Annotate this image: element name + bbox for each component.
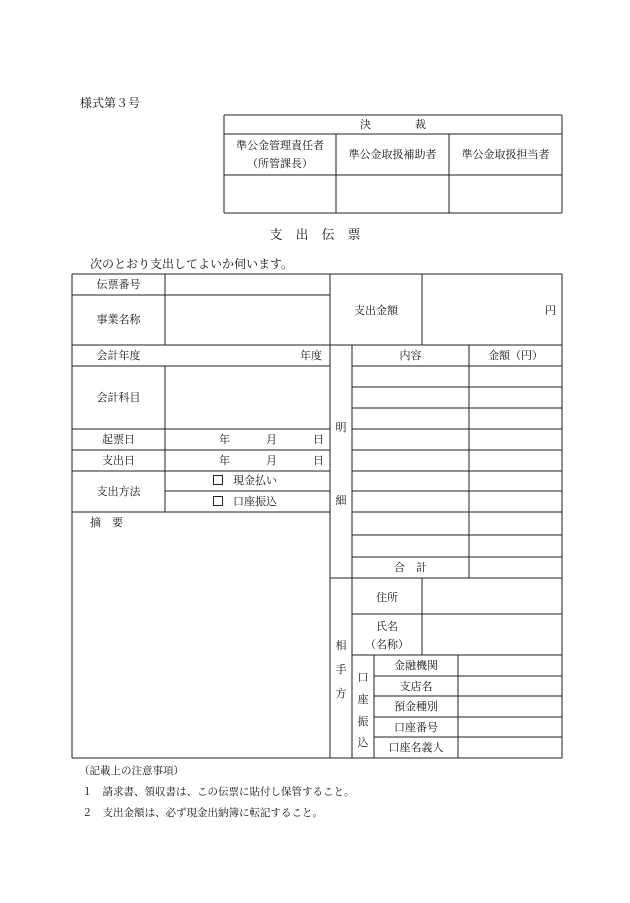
account-no-label: 口座番号: [394, 721, 438, 734]
method-cash-option[interactable]: [213, 475, 277, 486]
approval-col-manager-sub: （所管課長）: [247, 157, 313, 170]
project-name-label: 事業名称: [96, 313, 141, 326]
amount-field[interactable]: [423, 275, 538, 344]
form-number: 様式第３号: [80, 96, 141, 110]
approval-col-assistant: 準公金取扱補助者: [348, 148, 437, 161]
pay-date-year: 年: [219, 454, 230, 467]
transfer-side-2: 座: [357, 693, 369, 706]
method-label: 支出方法: [96, 485, 141, 498]
fiscal-year-label: 会計年度: [96, 349, 141, 362]
address-field[interactable]: [423, 579, 561, 613]
note-item-2: [82, 808, 323, 819]
note-1-num: １: [82, 786, 93, 798]
approval-col-manager: 準公金管理責任者: [236, 139, 324, 152]
name-label: 氏名: [376, 620, 398, 633]
voucher-no-field[interactable]: [166, 275, 329, 294]
notes-heading: （記載上の注意事項）: [79, 765, 184, 777]
name-field[interactable]: [423, 615, 561, 654]
detail-side-2: 細: [335, 494, 347, 507]
draft-date-label: 起票日: [102, 433, 135, 446]
detail-content-header: 内容: [399, 349, 422, 362]
fiscal-year-suffix: 年度: [300, 349, 322, 362]
account-holder-label: 口座名義人: [388, 741, 444, 754]
party-side-1: 相: [335, 639, 347, 652]
voucher-no-label: 伝票番号: [96, 278, 141, 291]
draft-date-day: 日: [313, 433, 324, 446]
bank-field[interactable]: [459, 656, 561, 675]
draft-date-year: 年: [219, 433, 230, 446]
address-label: 住所: [376, 591, 398, 604]
note-item-1: [82, 787, 355, 798]
transfer-side-1: 口: [357, 671, 369, 684]
deposit-type-label: 預金種別: [394, 700, 438, 713]
branch-field[interactable]: [459, 677, 561, 695]
draft-date-month: 月: [266, 433, 277, 446]
deposit-type-field[interactable]: [459, 697, 561, 716]
method-transfer-label: 口座振込: [233, 495, 277, 508]
pay-date-month: 月: [266, 454, 277, 467]
summary-label: 摘 要: [90, 516, 123, 529]
method-cash-label: 現金払い: [233, 474, 277, 487]
note-1-text: 請求書、領収書は、この伝票に貼付し保管すること。: [102, 786, 355, 798]
party-side-3: 方: [335, 687, 347, 700]
approval-stamp-handler[interactable]: [450, 176, 561, 212]
note-2-text: 支出金額は、必ず現金出納簿に転記すること。: [102, 807, 323, 819]
approval-col-handler: 準公金取扱担当者: [461, 148, 550, 161]
branch-label: 支店名: [399, 680, 433, 693]
account-label: 会計科目: [96, 391, 141, 404]
fiscal-year-field[interactable]: [166, 346, 296, 365]
approval-title: 決 裁: [360, 118, 426, 131]
note-2-num: ２: [82, 807, 93, 819]
approval-stamp-manager[interactable]: [225, 176, 335, 212]
total-field[interactable]: [470, 558, 561, 577]
transfer-side-4: 込: [357, 736, 369, 749]
account-holder-field[interactable]: [459, 738, 561, 757]
account-field[interactable]: [166, 367, 329, 428]
document-title: 支 出 伝 票: [269, 228, 361, 243]
party-side-2: 手: [335, 663, 347, 676]
approval-stamp-assistant[interactable]: [337, 176, 448, 212]
summary-field[interactable]: [73, 530, 329, 757]
method-transfer-option[interactable]: [213, 496, 277, 507]
cash-checkbox[interactable]: [213, 475, 223, 485]
pay-date-day: 日: [313, 454, 324, 467]
project-name-field[interactable]: [166, 296, 329, 344]
transfer-checkbox[interactable]: [213, 496, 223, 506]
transfer-side-3: 振: [357, 715, 369, 728]
pay-date-label: 支出日: [102, 454, 135, 467]
intro-text: 次のとおり支出してよいか伺います。: [90, 257, 294, 271]
name-sub-label: （名称）: [365, 638, 409, 651]
account-no-field[interactable]: [459, 718, 561, 736]
total-label: 合 計: [394, 561, 427, 574]
detail-amount-header: 金額（円）: [488, 349, 543, 362]
yen-label: 円: [545, 304, 556, 317]
amount-label: 支出金額: [354, 304, 398, 317]
bank-label: 金融機関: [394, 659, 438, 672]
detail-side-1: 明: [335, 421, 347, 434]
